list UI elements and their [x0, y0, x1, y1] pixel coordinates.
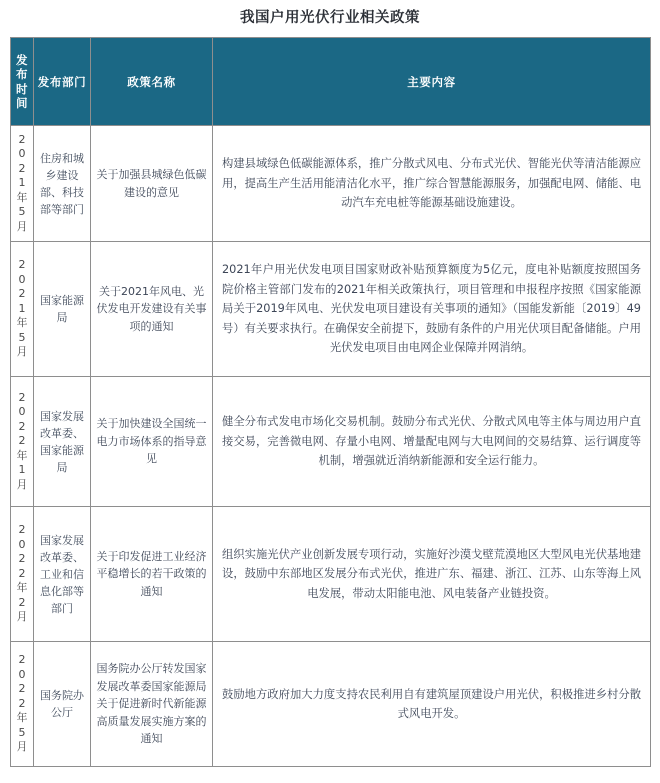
date-character: 2 — [18, 161, 26, 175]
cell-policy-name: 关于加快建设全国统一电力市场体系的指导意见 — [91, 377, 213, 507]
cell-main-content: 组织实施光伏产业创新发展专项行动，实施好沙漠戈壁荒漠地区大型风电光伏基地建设，鼓励中东部地区发展分布式光伏，推进广东、福建、浙江、江苏、山东等海上风电发展，带动太阳能电池、风电装备产业链投资。 — [213, 507, 651, 642]
date-character: 月 — [16, 477, 28, 491]
policy-table — [10, 37, 651, 767]
date-character: 年 — [16, 190, 28, 204]
cell-date — [11, 507, 34, 642]
date-character: 0 — [18, 537, 26, 551]
cell-main-content: 健全分布式发电市场化交易机制。鼓励分布式光伏、分散式风电等主体与周边用户直接交易，完善微电网、存量小电网、增量配电网与大电网间的交易结算、运行调度等机制，增强就近消纳新能源和安全运行能力。 — [213, 377, 651, 507]
date-character: 年 — [16, 316, 28, 330]
cell-date — [11, 126, 34, 242]
date-character: 2 — [18, 523, 26, 537]
date-character: 2 — [18, 552, 26, 566]
table-body — [11, 126, 651, 767]
cell-department: 住房和城乡建设部、科技部等部门 — [34, 126, 91, 242]
header-character: 布 — [15, 67, 29, 81]
date-character: 0 — [18, 405, 26, 419]
date-character: 年 — [16, 448, 28, 462]
column-header-policy-name: 政策名称 — [91, 38, 213, 126]
date-character: 5 — [18, 330, 26, 344]
date-character: 2 — [18, 258, 26, 272]
column-header-main-content: 主要内容 — [213, 38, 651, 126]
table-row — [11, 242, 651, 377]
date-character: 月 — [16, 610, 28, 624]
cell-department: 国家发展改革委、国家能源局 — [34, 377, 91, 507]
cell-department: 国家发展改革委、工业和信息化部等部门 — [34, 507, 91, 642]
cell-date — [11, 377, 34, 507]
cell-department: 国务院办公厅 — [34, 642, 91, 767]
table-row — [11, 642, 651, 767]
cell-main-content: 构建县域绿色低碳能源体系，推广分散式风电、分布式光伏、智能光伏等清洁能源应用，提高生产生活用能清洁化水平，推广综合智慧能源服务，加强配电网、储能、电动汽车充电桩等能源基础设施建设。 — [213, 126, 651, 242]
table-header-row — [11, 38, 651, 126]
page-title: 我国户用光伏行业相关政策 — [240, 10, 420, 26]
date-character: 1 — [18, 463, 26, 477]
date-character: 5 — [18, 725, 26, 739]
date-character: 1 — [18, 301, 26, 315]
date-character: 2 — [18, 653, 26, 667]
date-character: 2 — [18, 595, 26, 609]
date-character: 0 — [18, 667, 26, 681]
cell-date — [11, 242, 34, 377]
column-header-date — [11, 38, 34, 126]
table-row — [11, 507, 651, 642]
table-row — [11, 126, 651, 242]
cell-policy-name: 关于印发促进工业经济平稳增长的若干政策的通知 — [91, 507, 213, 642]
date-character: 月 — [16, 219, 28, 233]
cell-policy-name: 关于2021年风电、光伏发电开发建设有关事项的通知 — [91, 242, 213, 377]
date-character: 2 — [18, 132, 26, 146]
date-character: 月 — [16, 345, 28, 359]
date-character: 2 — [18, 566, 26, 580]
date-character: 1 — [18, 176, 26, 190]
table-row — [11, 377, 651, 507]
date-character: 2 — [18, 419, 26, 433]
cell-department: 国家能源局 — [34, 242, 91, 377]
cell-policy-name: 国务院办公厅转发国家发展改革委国家能源局关于促进新时代新能源高质量发展实施方案的通知 — [91, 642, 213, 767]
date-character: 5 — [18, 205, 26, 219]
cell-main-content: 2021年户用光伏发电项目国家财政补贴预算额度为5亿元，度电补贴额度按照国务院价格主管部门发布的2021年相关政策执行，项目管理和申报程序按照《国家能源局关于2019年风电、光伏发电项目建设有关事项的通知》（国能发新能〔2019〕49号）有关要求执行。在确保安全前提下，鼓励有条件的户用光伏项目配备储能。户用光伏发电项目由电网企业保障并网消纳。 — [213, 242, 651, 377]
date-character: 2 — [18, 434, 26, 448]
date-character: 2 — [18, 682, 26, 696]
cell-policy-name: 关于加强县城绿色低碳建设的意见 — [91, 126, 213, 242]
date-character: 年 — [16, 581, 28, 595]
header-character: 间 — [15, 96, 29, 110]
table-header — [11, 38, 651, 126]
column-header-department: 发布部门 — [34, 38, 91, 126]
date-character: 2 — [18, 390, 26, 404]
date-character: 0 — [18, 272, 26, 286]
cell-main-content: 鼓励地方政府加大力度支持农民利用自有建筑屋顶建设户用光伏，积极推进乡村分散式风电开发。 — [213, 642, 651, 767]
header-character: 发 — [15, 52, 29, 67]
date-character: 年 — [16, 711, 28, 725]
cell-date — [11, 642, 34, 767]
date-character: 0 — [18, 147, 26, 161]
date-character: 月 — [16, 740, 28, 754]
date-character: 2 — [18, 287, 26, 301]
header-character: 时 — [15, 81, 29, 96]
date-character: 2 — [18, 696, 26, 710]
